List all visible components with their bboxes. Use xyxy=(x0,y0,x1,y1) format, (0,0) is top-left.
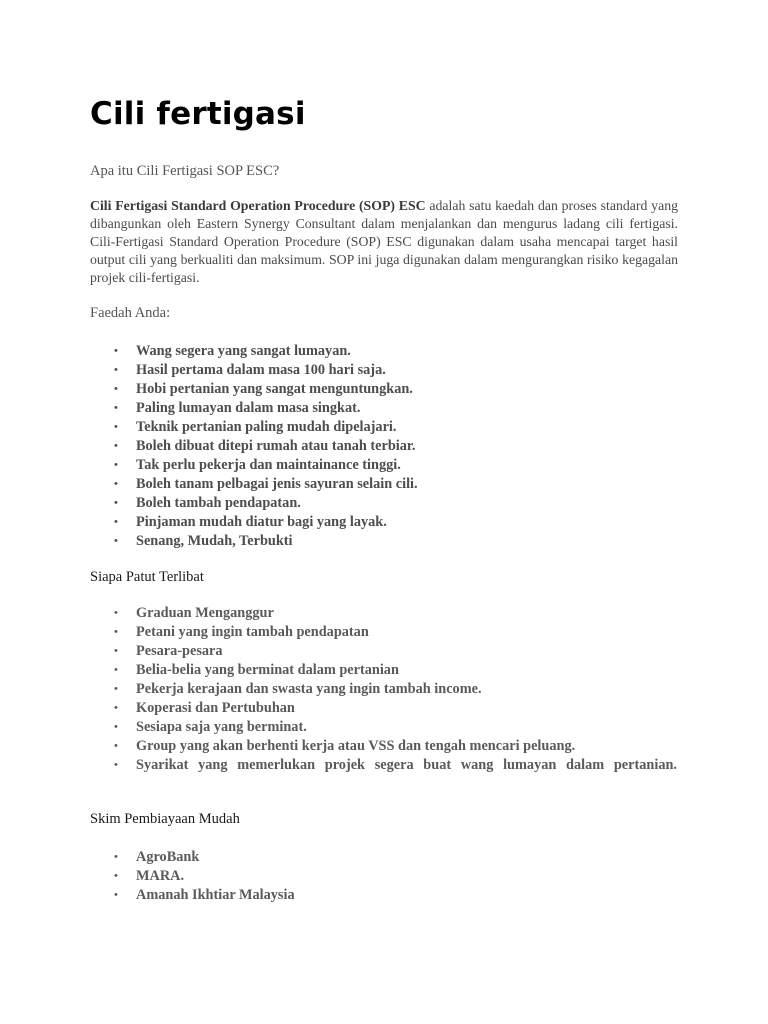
bullet-icon: • xyxy=(114,440,118,452)
list-item-text: Wang segera yang sangat lumayan. xyxy=(136,343,351,359)
list-item xyxy=(114,756,677,775)
list-item xyxy=(114,361,418,380)
bullet-icon: • xyxy=(114,535,118,547)
bullet-icon: • xyxy=(114,459,118,471)
list-item xyxy=(114,456,418,475)
bullet-icon: • xyxy=(114,683,118,695)
list-item-text: Petani yang ingin tambah pendapatan xyxy=(136,624,369,640)
list-item-text: Pekerja kerajaan dan swasta yang ingin tambah income. xyxy=(136,681,482,697)
list-item-text: Pinjaman mudah diatur bagi yang layak. xyxy=(136,514,387,530)
bullet-icon: • xyxy=(114,383,118,395)
list-item xyxy=(114,848,295,867)
list-item-text: Pesara-pesara xyxy=(136,643,223,659)
bullet-icon: • xyxy=(114,759,118,771)
bullet-icon: • xyxy=(114,421,118,433)
list-item xyxy=(114,737,677,756)
list-item xyxy=(114,399,418,418)
list-item xyxy=(114,867,295,886)
list-item xyxy=(114,718,677,737)
intro-paragraph xyxy=(90,197,678,287)
list-item-text: Group yang akan berhenti kerja atau VSS dan tengah mencari peluang. xyxy=(136,738,576,754)
bullet-icon: • xyxy=(114,889,118,901)
list-item xyxy=(114,604,677,623)
bullet-icon: • xyxy=(114,740,118,752)
bullet-icon: • xyxy=(114,664,118,676)
financing-list xyxy=(114,848,295,905)
list-item-text: Belia-belia yang berminat dalam pertanian xyxy=(136,662,399,678)
list-item xyxy=(114,418,418,437)
list-item xyxy=(114,661,677,680)
list-item-text: Teknik pertanian paling mudah dipelajari. xyxy=(136,419,397,435)
bullet-icon: • xyxy=(114,607,118,619)
list-item xyxy=(114,380,418,399)
bullet-icon: • xyxy=(114,364,118,376)
list-item xyxy=(114,475,418,494)
bullet-icon: • xyxy=(114,851,118,863)
list-item-text: Syarikat yang memerlukan projek segera buat wang lumayan dalam pertanian. xyxy=(136,757,677,773)
list-item-text: Boleh tambah pendapatan. xyxy=(136,495,301,511)
bullet-icon: • xyxy=(114,702,118,714)
list-item xyxy=(114,886,295,905)
list-item-text: Boleh dibuat ditepi rumah atau tanah terbiar. xyxy=(136,438,416,454)
bullet-icon: • xyxy=(114,345,118,357)
intro-body: adalah satu kaedah dan proses standard yang dibangunkan oleh Eastern Synergy Consultant dalam menjalankan dan mengurus ladang cili fertigasi. Cili-Fertigasi Standard Operation Procedure (SOP) ESC digunakan dalam usaha mencapai target hasil output cili yang berkualiti dan maksimum. SOP ini juga digunakan dalam mengurangkan risiko kegagalan projek cili-fertigasi. xyxy=(90,198,679,285)
list-item-text: Graduan Menganggur xyxy=(136,605,274,621)
list-item-text: Hobi pertanian yang sangat menguntungkan. xyxy=(136,381,413,397)
list-item-text: Amanah Ikhtiar Malaysia xyxy=(136,887,295,903)
list-item-text: Tak perlu pekerja dan maintainance tinggi. xyxy=(136,457,401,473)
list-item-text: Sesiapa saja yang berminat. xyxy=(136,719,307,735)
list-item-text: Paling lumayan dalam masa singkat. xyxy=(136,400,361,416)
bullet-icon: • xyxy=(114,478,118,490)
bullet-icon: • xyxy=(114,626,118,638)
who-list xyxy=(114,604,677,775)
list-item xyxy=(114,437,418,456)
list-item xyxy=(114,642,677,661)
list-item xyxy=(114,699,677,718)
bullet-icon: • xyxy=(114,402,118,414)
intro-bold-lead: Cili Fertigasi Standard Operation Procedure (SOP) ESC xyxy=(90,198,426,213)
list-item-text: Boleh tanam pelbagai jenis sayuran selain cili. xyxy=(136,476,418,492)
list-item-text: AgroBank xyxy=(136,849,200,865)
list-item-text: Senang, Mudah, Terbukti xyxy=(136,533,293,549)
list-item xyxy=(114,532,418,551)
bullet-icon: • xyxy=(114,497,118,509)
list-item-text: MARA. xyxy=(136,868,185,884)
bullet-icon: • xyxy=(114,721,118,733)
bullet-icon: • xyxy=(114,516,118,528)
list-item xyxy=(114,680,677,699)
financing-heading: Skim Pembiayaan Mudah xyxy=(90,811,240,827)
intro-question: Apa itu Cili Fertigasi SOP ESC? xyxy=(90,163,280,179)
list-item xyxy=(114,623,677,642)
page-title: Cili fertigasi xyxy=(90,96,306,132)
bullet-icon: • xyxy=(114,870,118,882)
list-item-text: Hasil pertama dalam masa 100 hari saja. xyxy=(136,362,386,378)
bullet-icon: • xyxy=(114,645,118,657)
list-item xyxy=(114,342,418,361)
benefits-list xyxy=(114,342,418,551)
list-item xyxy=(114,494,418,513)
who-heading: Siapa Patut Terlibat xyxy=(90,569,204,585)
list-item-text: Koperasi dan Pertubuhan xyxy=(136,700,295,716)
benefits-heading: Faedah Anda: xyxy=(90,305,171,321)
list-item xyxy=(114,513,418,532)
